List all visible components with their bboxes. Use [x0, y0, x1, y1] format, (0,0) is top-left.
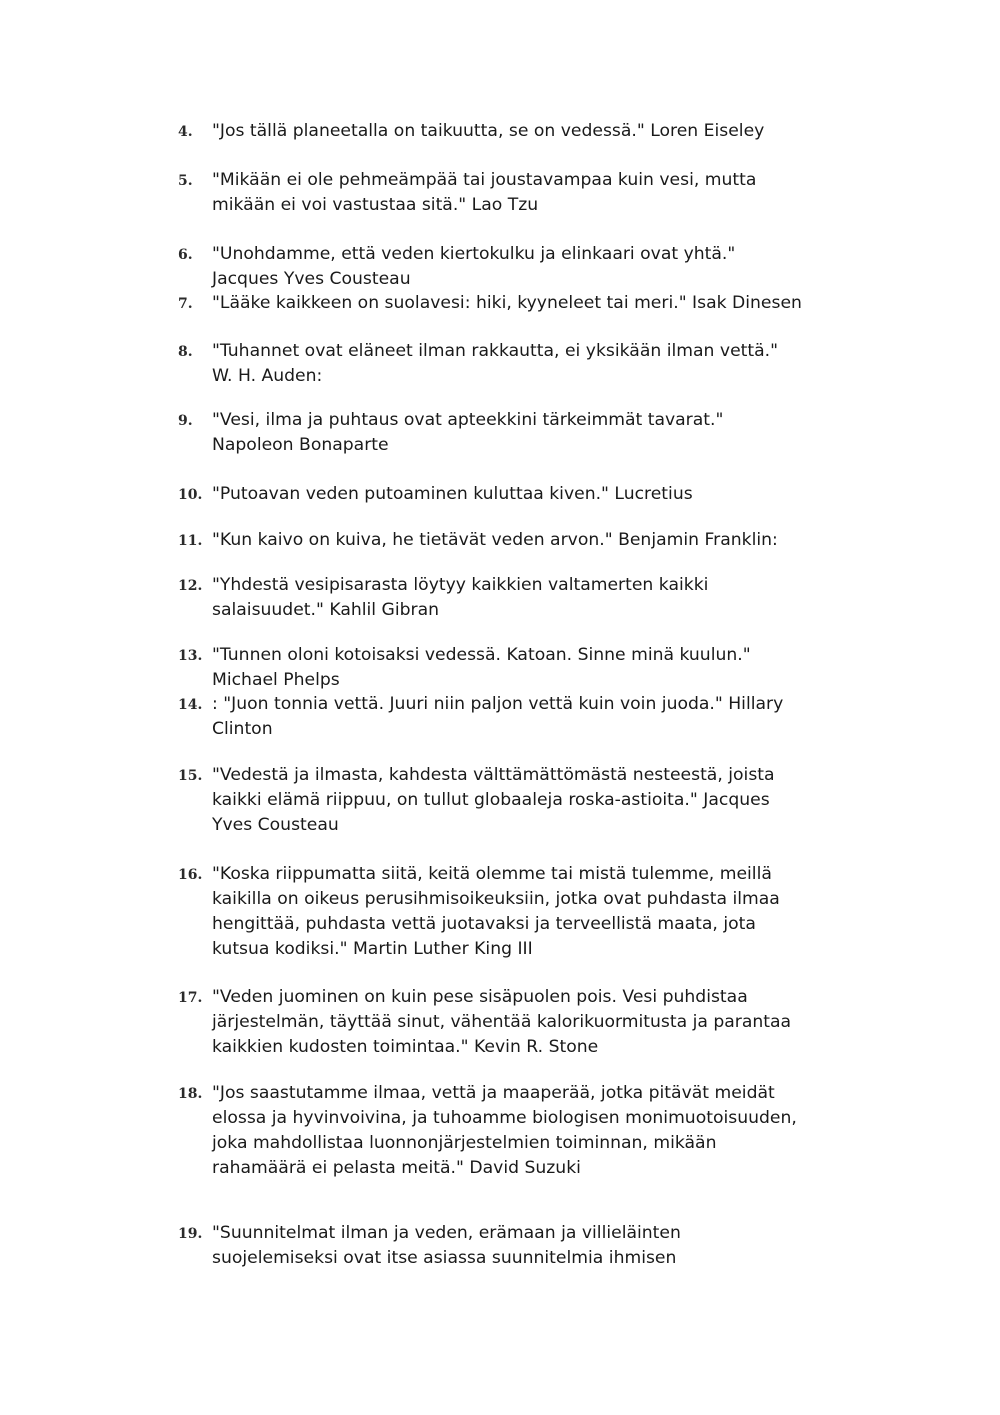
quote-number: 18.	[178, 1086, 203, 1102]
quote-text: "Lääke kaikkeen on suolavesi: hiki, kyyneleet tai meri." Isak Dinesen	[212, 293, 802, 313]
quote-text: "Mikään ei ole pehmeämpää tai joustavampaa kuin vesi, mutta mikään ei voi vastustaa sitä." Lao Tzu	[212, 170, 757, 215]
quote-text: "Veden juominen on kuin pese sisäpuolen pois. Vesi puhdistaa järjestelmän, täyttää sinut, vähentää kalorikuormitusta ja parantaa kaikkien kudosten toimintaa." Kevin R. Stone	[212, 987, 792, 1057]
quote-number: 13.	[178, 648, 203, 664]
quote-number: 11.	[178, 533, 203, 549]
quote-number: 17.	[178, 990, 203, 1006]
quote-number: 12.	[178, 578, 203, 594]
quote-number: 7.	[178, 296, 193, 312]
quote-text: "Vedestä ja ilmasta, kahdesta välttämättömästä nesteestä, joista kaikki elämä riippuu, on tullut globaaleja roska-astioita." Jacques Yves Cousteau	[212, 765, 775, 835]
quote-number: 10.	[178, 487, 203, 503]
quote-text: "Suunnitelmat ilman ja veden, erämaan ja villieläinten suojelemiseksi ovat itse asiassa suunnitelmia ihmisen	[212, 1223, 681, 1268]
quote-text: : "Juon tonnia vettä. Juuri niin paljon vettä kuin voin juoda." Hillary Clinton	[212, 694, 784, 739]
quote-text: "Tuhannet ovat eläneet ilman rakkautta, ei yksikään ilman vettä." W. H. Auden:	[212, 341, 779, 386]
quote-number: 8.	[178, 344, 193, 360]
quote-text: "Putoavan veden putoaminen kuluttaa kiven." Lucretius	[212, 484, 693, 504]
quote-text: "Jos saastutamme ilmaa, vettä ja maaperää, jotka pitävät meidät elossa ja hyvinvoivina, ja tuhoamme biologisen monimuotoisuuden, joka mahdollistaa luonnonjärjestelmien toiminnan, mikään rahamäärä ei pelasta meitä." David Suzuki	[212, 1083, 797, 1178]
quote-text: "Unohdamme, että veden kiertokulku ja elinkaari ovat yhtä." Jacques Yves Cousteau	[212, 244, 736, 289]
quote-text: "Vesi, ilma ja puhtaus ovat apteekkini tärkeimmät tavarat." Napoleon Bonaparte	[212, 410, 724, 455]
quote-number: 14.	[178, 697, 203, 713]
quote-number: 5.	[178, 173, 193, 189]
quote-number: 6.	[178, 247, 193, 263]
quote-number: 15.	[178, 768, 203, 784]
quote-text: "Yhdestä vesipisarasta löytyy kaikkien valtamerten kaikki salaisuudet." Kahlil Gibran	[212, 575, 709, 620]
quote-text: "Kun kaivo on kuiva, he tietävät veden arvon." Benjamin Franklin:	[212, 530, 778, 550]
quote-number: 9.	[178, 413, 193, 429]
quote-text: "Tunnen oloni kotoisaksi vedessä. Katoan. Sinne minä kuulun." Michael Phelps	[212, 645, 751, 690]
quote-text: "Koska riippumatta siitä, keitä olemme tai mistä tulemme, meillä kaikilla on oikeus perusihmisoikeuksiin, jotka ovat puhdasta ilmaa hengittää, puhdasta vettä juotavaksi ja terveellistä maata, jota kutsua kodiksi." Martin Luther King III	[212, 864, 780, 959]
quote-number: 4.	[178, 124, 193, 140]
quote-number: 19.	[178, 1226, 203, 1242]
quote-text: "Jos tällä planeetalla on taikuutta, se on vedessä." Loren Eiseley	[212, 121, 765, 141]
quote-number: 16.	[178, 867, 203, 883]
